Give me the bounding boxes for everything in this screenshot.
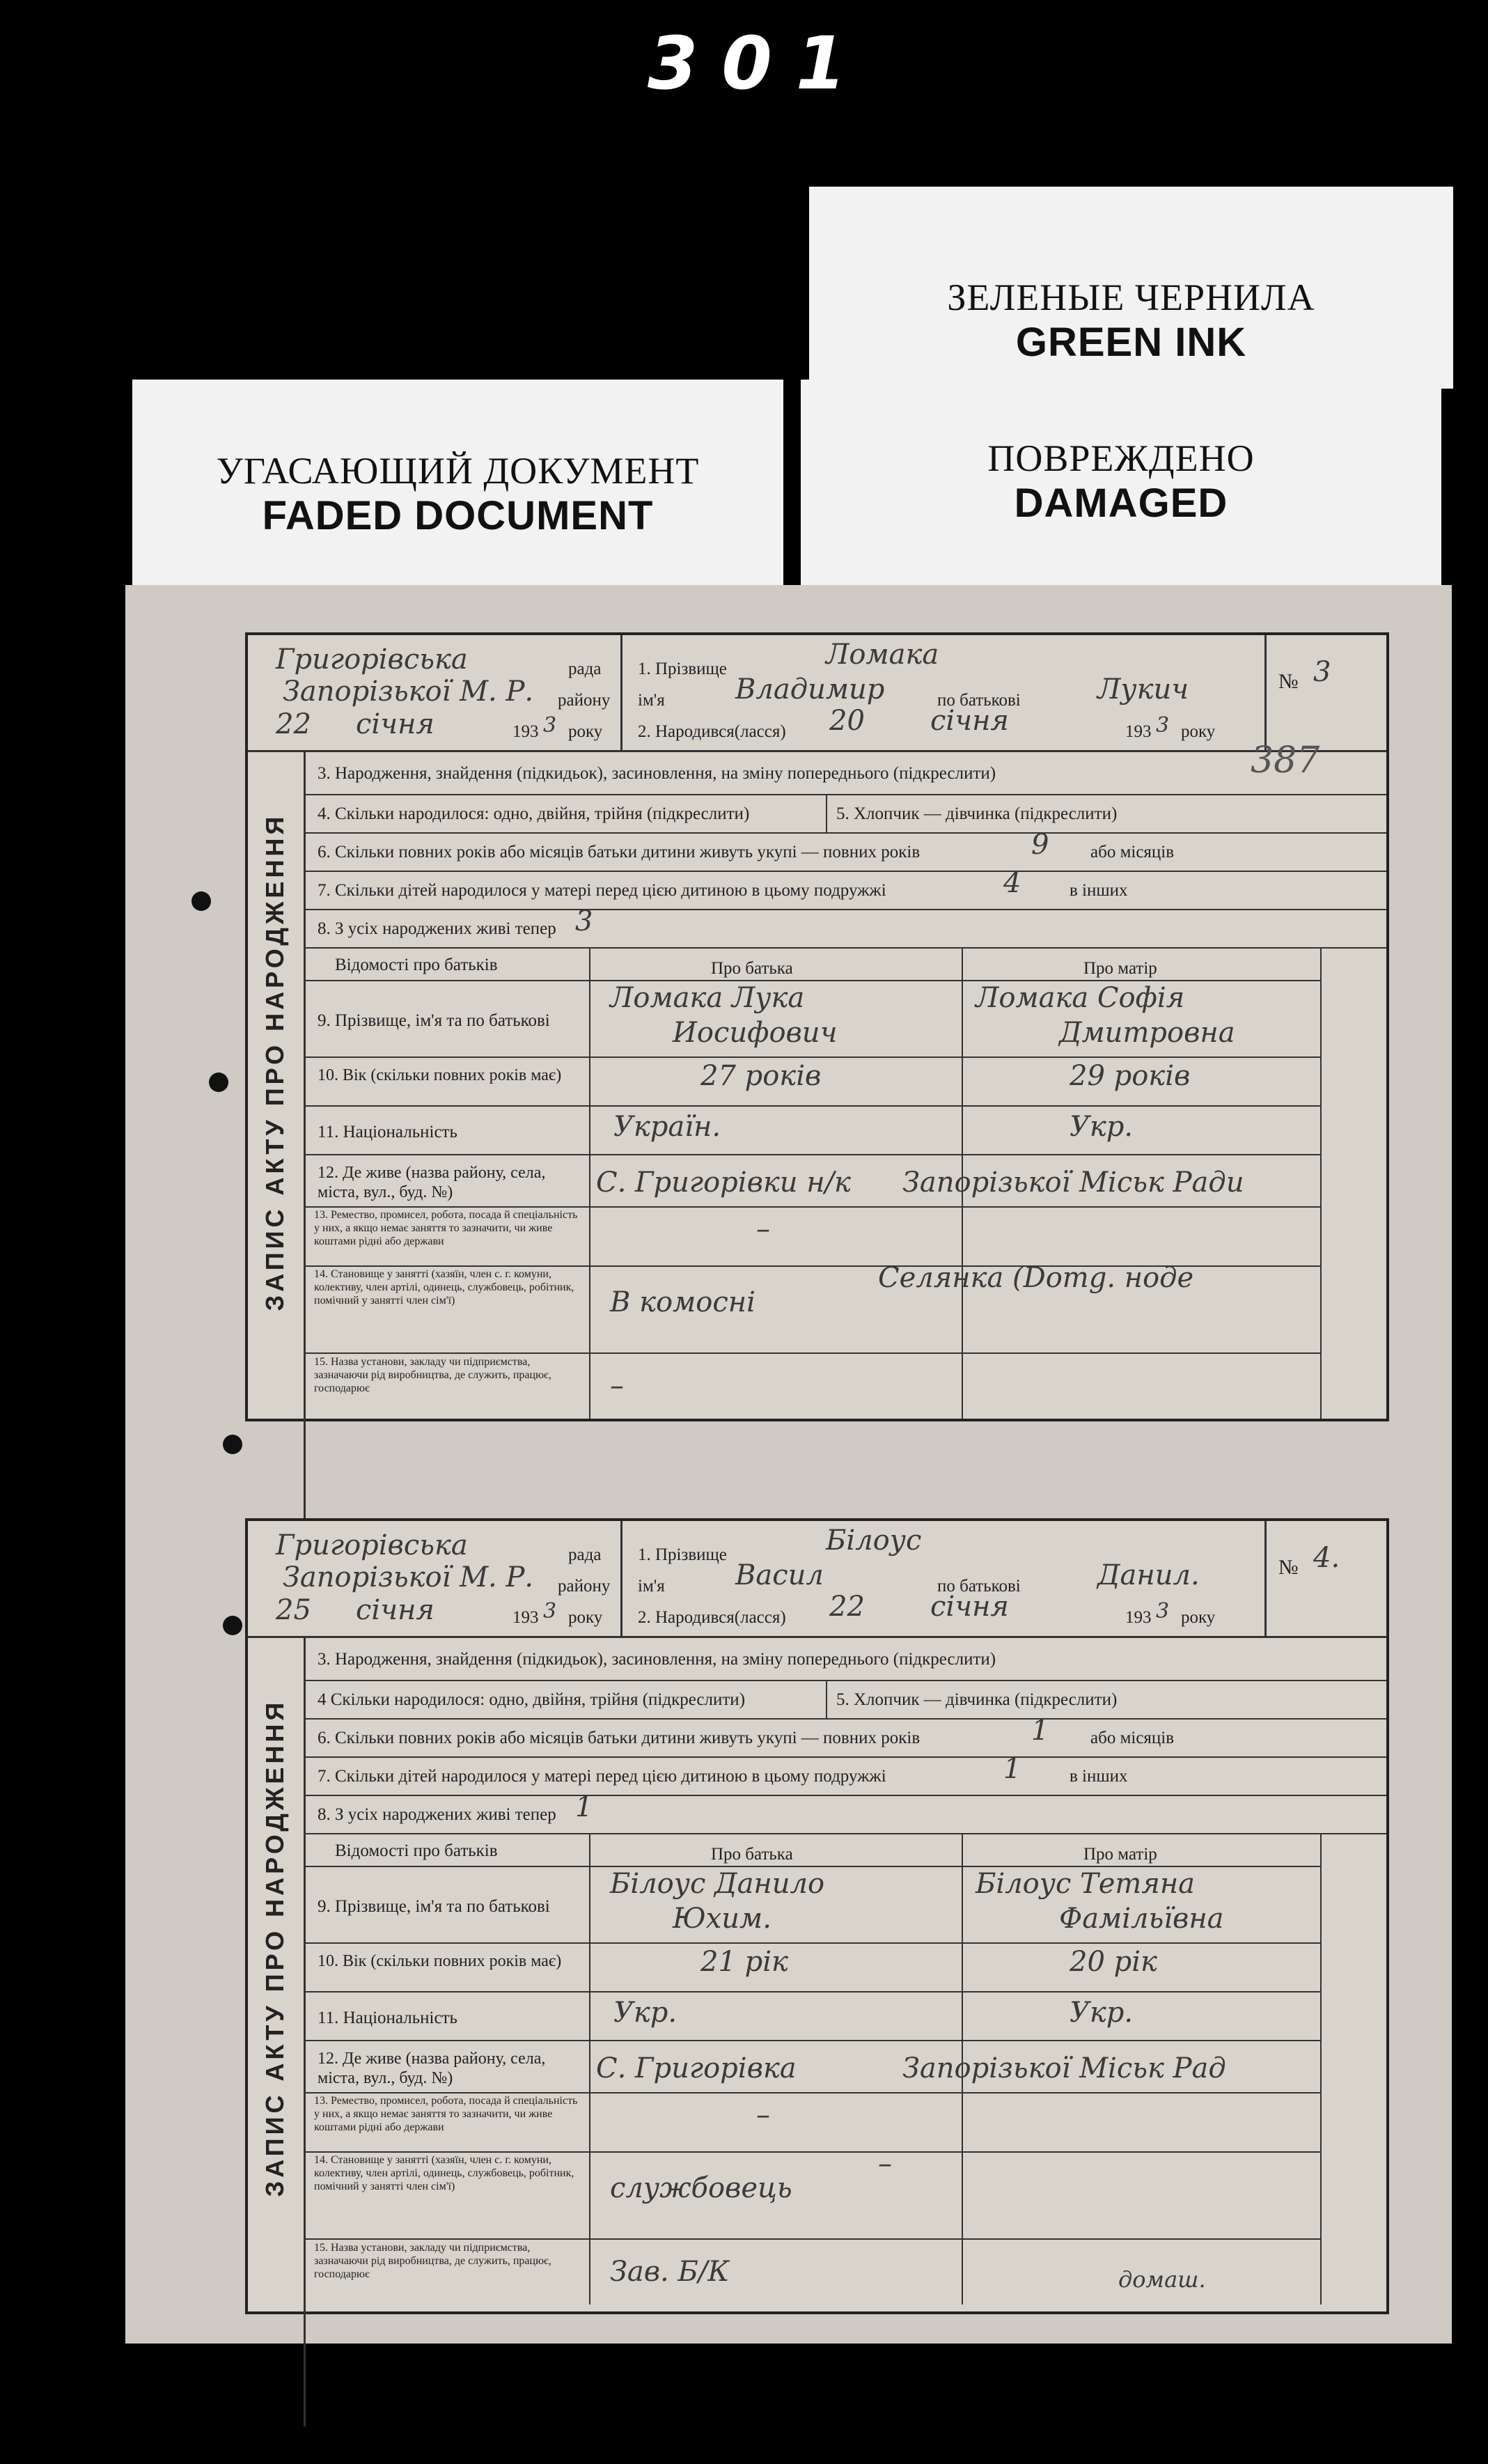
row4-label: 4 Скільки народилося: одно, двійня, трійня (підкреслити)	[318, 1690, 746, 1709]
document-paper	[125, 585, 1452, 2344]
patronymic-label: по батькові	[937, 691, 1021, 710]
punch-hole	[191, 891, 211, 911]
father-nationality: Укр.	[613, 1997, 678, 2029]
row10-label: 10. Вік (скільки повних років має)	[318, 1066, 562, 1084]
side-title	[251, 754, 299, 1370]
birth-record-4	[245, 1518, 1389, 2314]
patronymic-value: Данил.	[1097, 1559, 1200, 1591]
father-age: 27 років	[700, 1060, 822, 1092]
row5-label: 5. Хлопчик — дівчинка (підкреслити)	[836, 804, 1118, 823]
damaged-label	[801, 380, 1441, 588]
birth-roku-label: року	[1181, 1608, 1216, 1627]
name-label: ім'я	[638, 1577, 665, 1596]
birth-year-digit: 3	[1156, 713, 1170, 738]
alive-now: 1	[575, 1791, 593, 1823]
green-ink-label	[809, 187, 1453, 389]
birth-day: 20	[829, 705, 865, 737]
mother-name-1: Білоус Тетяна	[976, 1868, 1196, 1900]
row6-label: 6. Скільки повних років або місяців батьки дитини живуть укупі — повних років	[318, 1729, 921, 1747]
rada-label: рада	[568, 1545, 602, 1564]
occupation-value: –	[756, 1213, 770, 1245]
parents-header: Відомості про батьків	[335, 1841, 498, 1860]
record-number: 4.	[1313, 1542, 1340, 1574]
row5-label: 5. Хлопчик — дівчинка (підкреслити)	[836, 1690, 1118, 1709]
rada-value: Григорівська	[276, 644, 468, 676]
birth-year-prefix: 193	[1125, 1608, 1152, 1627]
surname-label: 1. Прізвище	[638, 1545, 727, 1564]
rada-value: Григорівська	[276, 1529, 468, 1561]
row12-label: 12. Де живе (назва району, села, міста, вул., буд. №)	[318, 1164, 546, 1201]
row7-label: 7. Скільки дітей народилося у матері перед цією дитиною в цьому подружжі	[318, 1767, 886, 1786]
name-label: ім'я	[638, 691, 665, 710]
mother-name-2: Фамільївна	[1059, 1903, 1224, 1935]
row8-label: 8. З усіх народжених живі тепер	[318, 1805, 556, 1824]
reg-year-digit: 3	[543, 1599, 557, 1623]
raion-value: Запорізької М. Р.	[283, 676, 534, 708]
mother-name-1: Ломака Софія	[976, 982, 1185, 1014]
birth-month: січня	[930, 705, 1009, 737]
green-ink-label-en: GREEN INK	[1015, 320, 1247, 365]
roku-label: року	[568, 1608, 603, 1627]
workplace-right: домаш.	[1118, 2266, 1206, 2293]
birth-year-prefix: 193	[1125, 722, 1152, 741]
punch-hole	[209, 1073, 228, 1092]
birth-roku-label: року	[1181, 722, 1216, 741]
row13-label: 13. Ремество, промисел, робота, посада й спеціальність у них, а якщо немає заняття то зазначити, чи живе коштами рідні або держави	[314, 1209, 578, 1247]
row14-label: 14. Становище у занятті (хазяїн, член с. г. комуни, колективу, член артілі, одинець, службовець, робітник, помічний у занятті член сім'ї)	[314, 2154, 574, 2192]
reg-year-prefix: 193	[512, 722, 539, 741]
row4-label: 4. Скільки народилося: одно, двійня, трійня (підкреслити)	[318, 804, 750, 823]
row9-label: 9. Прізвище, ім'я та по батькові	[318, 1011, 550, 1030]
mother-status: Селянка (Domg. ноде	[878, 1262, 1194, 1294]
mother-header: Про матір	[1083, 959, 1157, 978]
patronymic-label: по батькові	[937, 1577, 1021, 1596]
faded-label-en: FADED DOCUMENT	[262, 493, 654, 538]
residence-right: Запорізької Міськ Ради	[902, 1167, 1244, 1199]
roku-label: року	[568, 722, 603, 741]
father-header: Про батька	[711, 959, 793, 978]
name-value: Васил	[735, 1559, 824, 1591]
workplace-value: Зав. Б/К	[610, 2256, 730, 2288]
faded-label-ru: УГАСАЮЩИЙ ДОКУМЕНТ	[216, 450, 700, 492]
mother-age: 20 рік	[1070, 1946, 1157, 1978]
mother-header: Про матір	[1083, 1845, 1157, 1864]
number-label: №	[1278, 1556, 1299, 1579]
row11-label: 11. Національність	[318, 2009, 457, 2027]
row6-label: 6. Скільки повних років або місяців батьки дитини живуть укупі — повних років	[318, 843, 921, 861]
reg-day: 22	[276, 708, 311, 740]
row3-label: 3. Народження, знайдення (підкидьок), засиновлення, на зміну попереднього (підкреслити)	[318, 1650, 996, 1669]
row8-label: 8. З усіх народжених живі тепер	[318, 919, 556, 938]
reg-year-digit: 3	[543, 713, 557, 738]
row3-label: 3. Народження, знайдення (підкидьок), засиновлення, на зміну попереднього (підкреслити)	[318, 764, 996, 783]
children-before: 1	[1003, 1753, 1021, 1785]
parents-header: Відомості про батьків	[335, 956, 498, 974]
row7-suffix: в інших	[1070, 1767, 1128, 1786]
row11-label: 11. Національність	[318, 1123, 457, 1141]
punch-hole	[223, 1616, 242, 1635]
occupation-value: –	[756, 2099, 770, 2131]
side-title-text: ЗАПИС АКТУ ПРО НАРОДЖЕННЯ	[260, 813, 289, 1311]
reg-month: січня	[356, 1594, 434, 1626]
side-title-text: ЗАПИС АКТУ ПРО НАРОДЖЕННЯ	[260, 1699, 289, 2197]
record-number: 3	[1313, 656, 1331, 688]
birth-year-digit: 3	[1156, 1599, 1170, 1623]
father-name-2: Иосифович	[673, 1017, 838, 1049]
green-ink-label-ru: ЗЕЛЕНЫЕ ЧЕРНИЛА	[947, 276, 1315, 318]
mother-nationality: Укр.	[1070, 1997, 1134, 2029]
damaged-label-en: DAMAGED	[1014, 481, 1228, 526]
birth-day: 22	[829, 1591, 865, 1623]
raion-label: району	[558, 1577, 611, 1596]
father-name-1: Ломака Лука	[610, 982, 805, 1014]
mother-status: –	[878, 2148, 892, 2180]
mother-nationality: Укр.	[1070, 1111, 1134, 1143]
mother-age: 29 років	[1070, 1060, 1191, 1092]
damaged-label-ru: ПОВРЕЖДЕНО	[987, 437, 1255, 479]
row7-label: 7. Скільки дітей народилося у матері перед цією дитиною в цьому подружжі	[318, 881, 886, 900]
rada-label: рада	[568, 660, 602, 678]
residence-right: Запорізької Міськ Рад	[902, 2052, 1226, 2084]
father-nationality: Україн.	[613, 1111, 721, 1143]
father-name-1: Білоус Данило	[610, 1868, 825, 1900]
born-label: 2. Народився(ласся)	[638, 1608, 786, 1627]
father-status: В комосні	[610, 1286, 755, 1318]
name-value: Владимир	[735, 673, 885, 705]
raion-value: Запорізької М. Р.	[283, 1561, 534, 1593]
workplace-value: –	[610, 1370, 624, 1402]
years-together: 9	[1031, 829, 1049, 861]
punch-hole	[223, 1435, 242, 1454]
page-number: 301	[648, 21, 870, 106]
row15-label: 15. Назва установи, закладу чи підприємства, зазначаючи рід виробництва, де служить, працює, господарює	[314, 1356, 551, 1394]
number-label: №	[1278, 670, 1299, 693]
father-age: 21 рік	[700, 1946, 788, 1978]
row12-label: 12. Де живе (назва району, села, міста, вул., буд. №)	[318, 2050, 546, 2087]
residence-left: С. Григорівка	[596, 2052, 797, 2084]
reg-month: січня	[356, 708, 434, 740]
row9-label: 9. Прізвище, ім'я та по батькові	[318, 1897, 550, 1916]
birth-month: січня	[930, 1591, 1009, 1623]
faded-document-label	[132, 380, 783, 595]
row10-label: 10. Вік (скільки повних років має)	[318, 1952, 562, 1970]
father-header: Про батька	[711, 1845, 793, 1864]
row6-suffix: або місяців	[1090, 1729, 1175, 1747]
row7-suffix: в інших	[1070, 881, 1128, 900]
side-title	[251, 1639, 299, 2256]
row6-suffix: або місяців	[1090, 843, 1175, 861]
reg-year-prefix: 193	[512, 1608, 539, 1627]
surname-value: Білоус	[826, 1525, 922, 1557]
born-label: 2. Народився(ласся)	[638, 722, 786, 741]
children-before: 4	[1003, 867, 1021, 899]
row15-label: 15. Назва установи, закладу чи підприємства, зазначаючи рід виробництва, де служить, працює, господарює	[314, 2242, 551, 2280]
alive-now: 3	[575, 905, 593, 937]
row13-label: 13. Ремество, промисел, робота, посада й спеціальність у них, а якщо немає заняття то зазначити, чи живе коштами рідні або держави	[314, 2095, 578, 2133]
birth-record-3	[245, 632, 1389, 1421]
reg-day: 25	[276, 1594, 311, 1626]
mother-name-2: Дмитровна	[1059, 1017, 1235, 1049]
surname-label: 1. Прізвище	[638, 660, 727, 678]
patronymic-value: Лукич	[1097, 673, 1189, 705]
father-name-2: Юхим.	[673, 1903, 772, 1935]
raion-label: району	[558, 691, 611, 710]
row14-label: 14. Становище у занятті (хазяїн, член с. г. комуни, колективу, член артілі, одинець, службовець, робітник, помічний у занятті член сім'ї)	[314, 1268, 574, 1307]
margin-note: 387	[1251, 740, 1320, 781]
residence-left: С. Григорівки н/к	[596, 1167, 851, 1199]
father-status: службовець	[610, 2172, 792, 2204]
years-together: 1	[1031, 1715, 1049, 1747]
surname-value: Ломака	[826, 639, 939, 671]
